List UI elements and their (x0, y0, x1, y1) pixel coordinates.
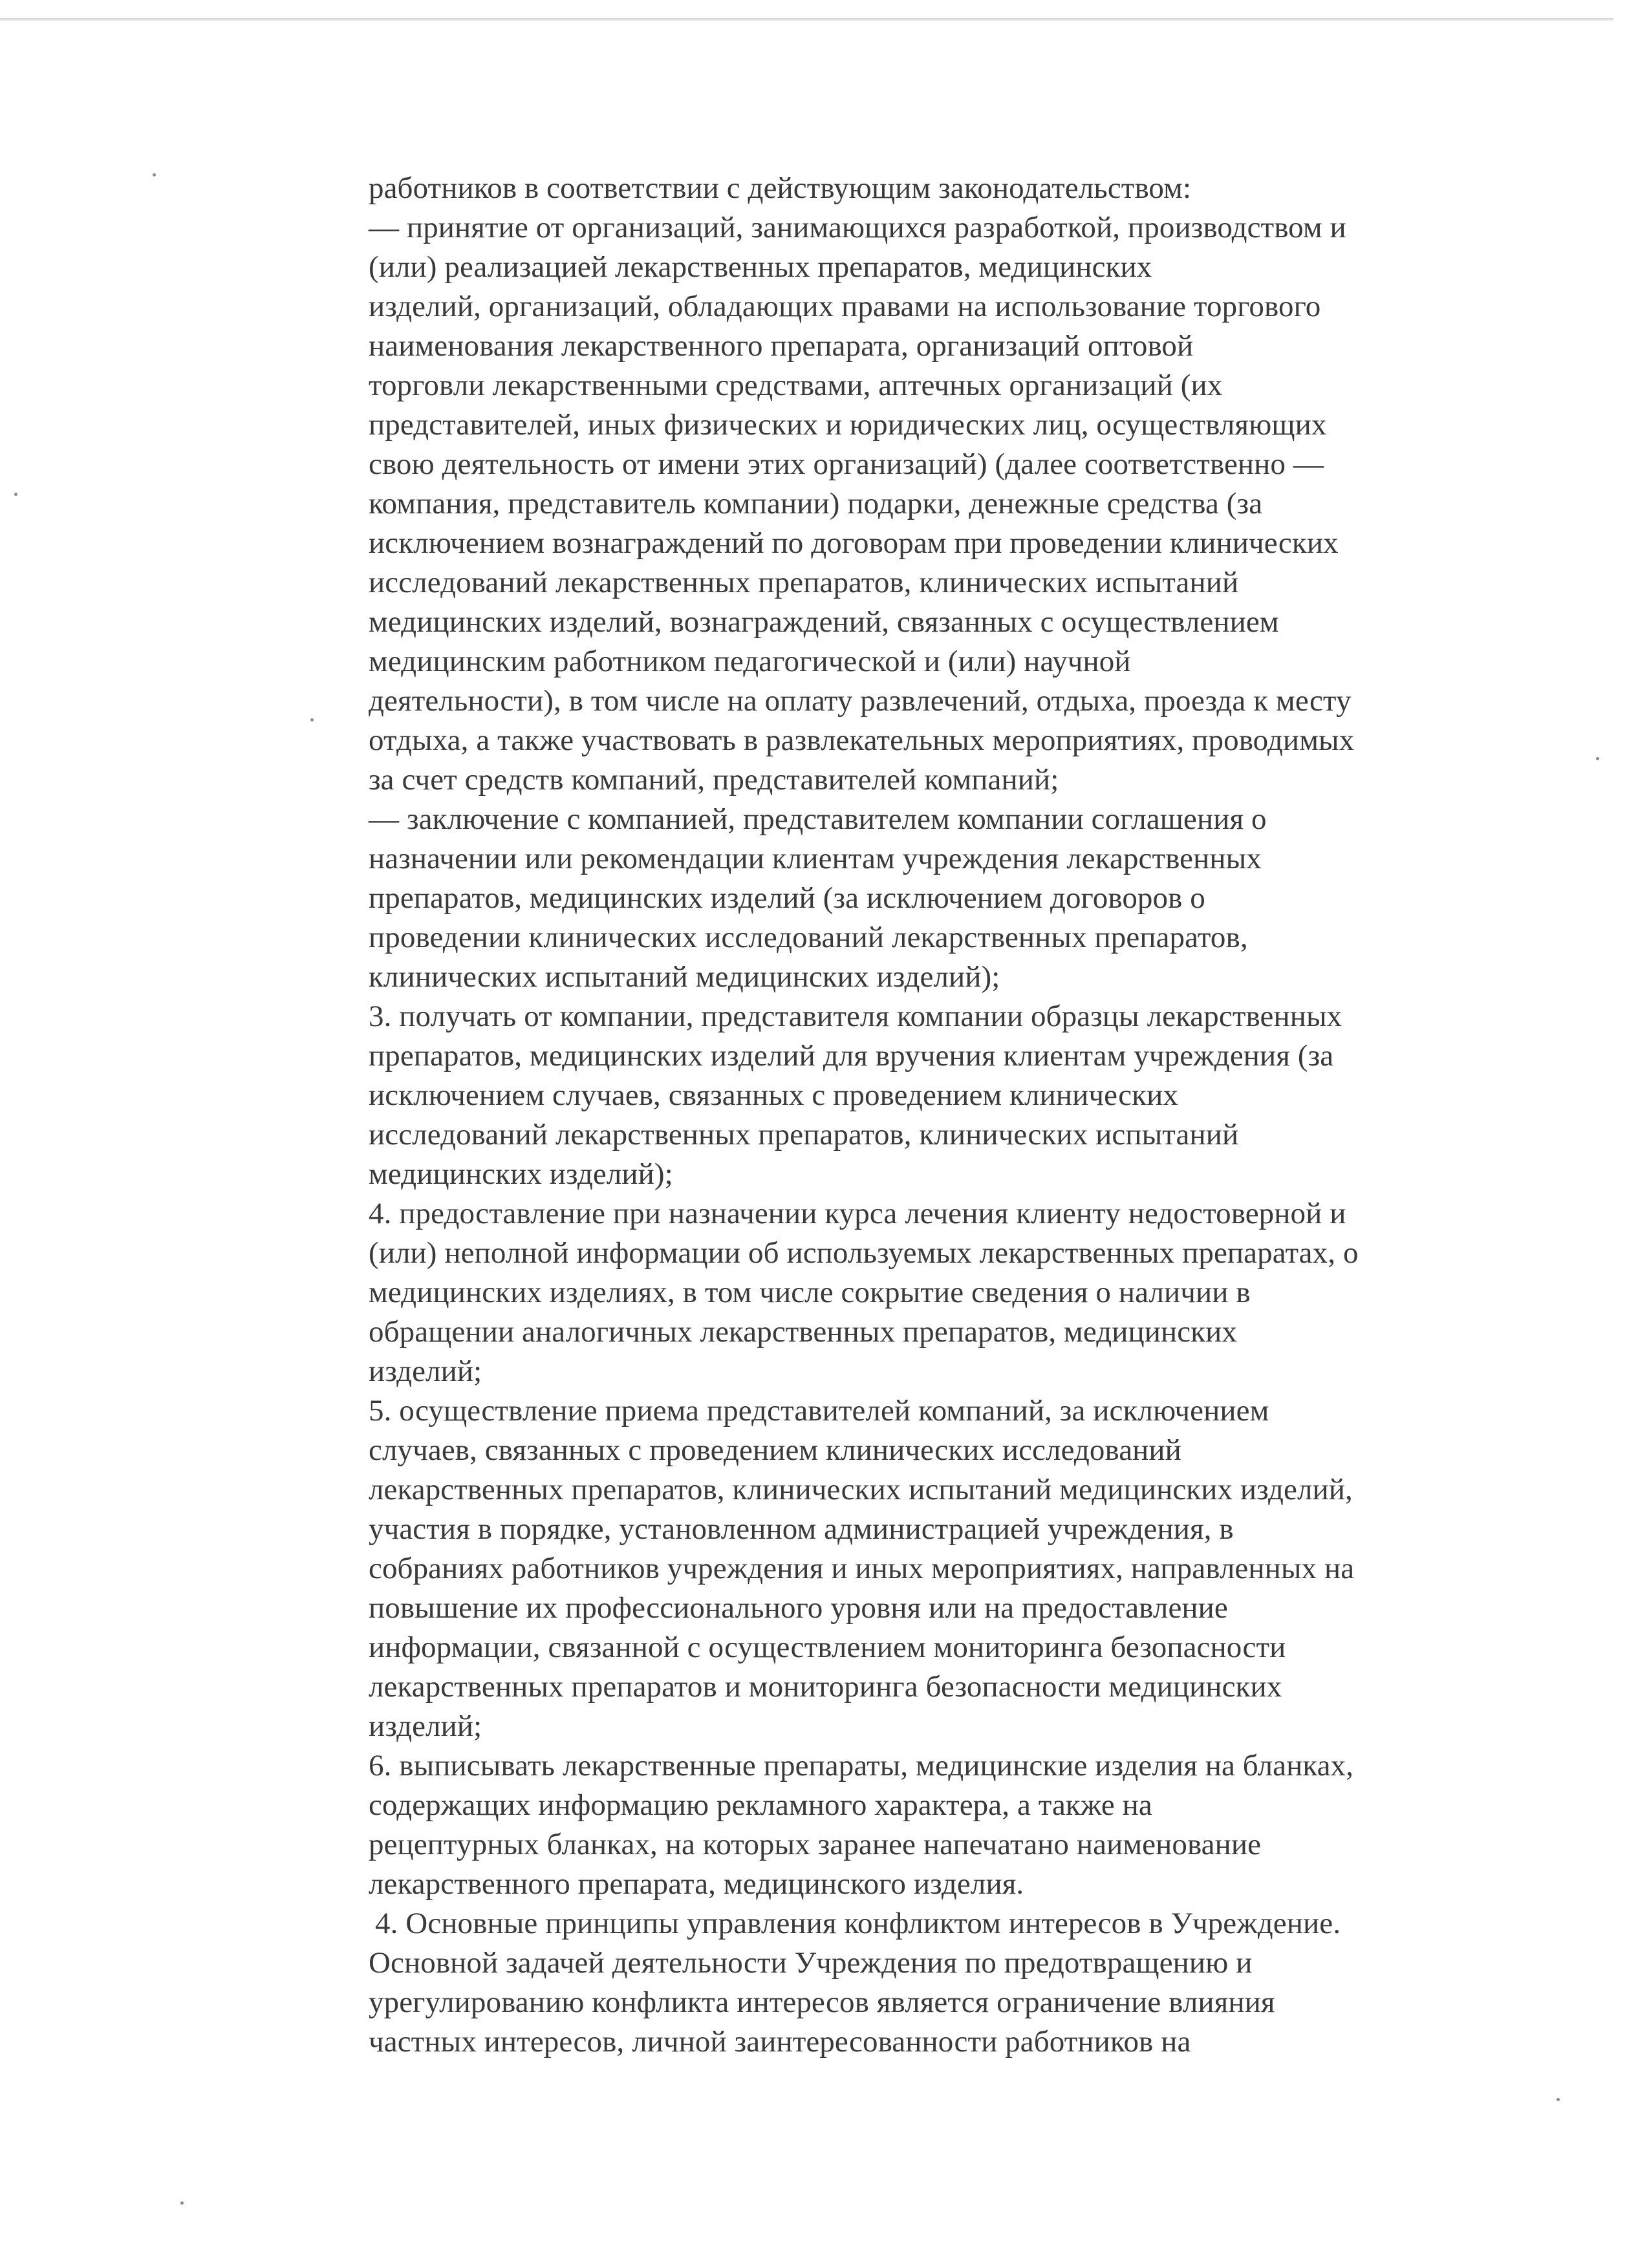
text-line: участия в порядке, установленном администрацией учреждения, в (369, 1512, 1234, 1546)
text-line: препаратов, медицинских изделий (за исключением договоров о (369, 881, 1205, 915)
text-line: препаратов, медицинских изделий для вручения клиентам учреждения (за (369, 1039, 1334, 1073)
text-line: случаев, связанных с проведением клинических исследований (369, 1433, 1181, 1467)
document-body (369, 169, 1507, 2062)
text-line: Основной задачей деятельности Учреждения по предотвращению и (369, 1946, 1253, 1980)
text-line: торговли лекарственными средствами, аптечных организаций (их (369, 369, 1223, 402)
text-line: урегулированию конфликта интересов является ограничение влияния (369, 1985, 1275, 2019)
text-line: медицинским работником педагогической и (или) научной (369, 645, 1131, 678)
text-line: отдыха, а также участвовать в развлекательных мероприятиях, проводимых (369, 723, 1355, 757)
text-line: деятельности), в том числе на оплату развлечений, отдыха, проезда к месту (369, 684, 1352, 718)
text-line: работников в соответствии с действующим законодательством: (369, 171, 1192, 205)
text-line: информации, связанной с осуществлением мониторинга безопасности (369, 1631, 1286, 1664)
text-line: изделий, организаций, обладающих правами на использование торгового (369, 290, 1321, 323)
text-line: рецептурных бланках, на которых заранее напечатано наименование (369, 1828, 1262, 1861)
text-line: лекарственного препарата, медицинского изделия. (369, 1867, 1024, 1901)
list-item-6: 6. выписывать лекарственные препараты, медицинские изделия на бланках, (369, 1749, 1354, 1782)
scan-top-edge (0, 18, 1613, 21)
list-item-4: 4. предоставление при назначении курса лечения клиенту недостоверной и (369, 1197, 1346, 1230)
text-line: клинических испытаний медицинских изделий); (369, 960, 1000, 994)
scan-speck (180, 2201, 184, 2205)
text-line: (или) неполной информации об используемых лекарственных препаратах, о (369, 1236, 1359, 1270)
text-line: содержащих информацию рекламного характера, а также на (369, 1788, 1152, 1822)
scan-speck (14, 493, 17, 496)
text-line: лекарственных препаратов, клинических испытаний медицинских изделий, (369, 1473, 1353, 1506)
list-item-5: 5. осуществление приема представителей компаний, за исключением (369, 1394, 1269, 1428)
text-line: представителей, иных физических и юридических лиц, осуществляющих (369, 408, 1327, 442)
text-line: назначении или рекомендации клиентам учреждения лекарственных (369, 842, 1262, 875)
scan-speck (153, 173, 156, 177)
text-line: медицинских изделий, вознаграждений, связанных с осуществлением (369, 605, 1279, 639)
text-line: исследований лекарственных препаратов, клинических испытаний (369, 566, 1239, 599)
text-line: (или) реализацией лекарственных препаратов, медицинских (369, 250, 1152, 284)
text-line: изделий; (369, 1709, 482, 1743)
text-line: повышение их профессионального уровня или на предоставление (369, 1591, 1228, 1625)
section-heading-4: 4. Основные принципы управления конфликтом интересов в Учреждение. (375, 1907, 1341, 1940)
text-line: медицинских изделиях, в том числе сокрытие сведения о наличии в (369, 1276, 1251, 1309)
scan-speck (310, 718, 314, 722)
text-line: обращении аналогичных лекарственных препаратов, медицинских (369, 1315, 1237, 1349)
text-line: — принятие от организаций, занимающихся разработкой, производством и (369, 211, 1346, 244)
text-line: исследований лекарственных препаратов, клинических испытаний (369, 1118, 1239, 1151)
text-line: изделий; (369, 1354, 482, 1388)
text-line: исключением вознаграждений по договорам при проведении клинических (369, 526, 1339, 560)
text-line: наименования лекарственного препарата, организаций оптовой (369, 329, 1194, 363)
list-item-3: 3. получать от компании, представителя компании образцы лекарственных (369, 1000, 1342, 1033)
text-line: лекарственных препаратов и мониторинга безопасности медицинских (369, 1670, 1282, 1704)
text-line: компания, представитель компании) подарки, денежные средства (за (369, 487, 1263, 520)
text-line: собраниях работников учреждения и иных мероприятиях, направленных на (369, 1552, 1355, 1585)
text-line: проведении клинических исследований лекарственных препаратов, (369, 921, 1248, 954)
text-line: за счет средств компаний, представителей компаний; (369, 763, 1059, 797)
text-line: — заключение с компанией, представителем компании соглашения о (369, 802, 1267, 836)
scan-speck (1557, 2098, 1560, 2101)
scan-speck (1596, 757, 1599, 760)
text-line: исключением случаев, связанных с проведением клинических (369, 1078, 1178, 1112)
text-line: частных интересов, личной заинтересованности работников на (369, 2025, 1191, 2059)
text-line: свою деятельность от имени этих организаций) (далее соответственно — (369, 447, 1324, 481)
text-line: медицинских изделий); (369, 1157, 673, 1191)
